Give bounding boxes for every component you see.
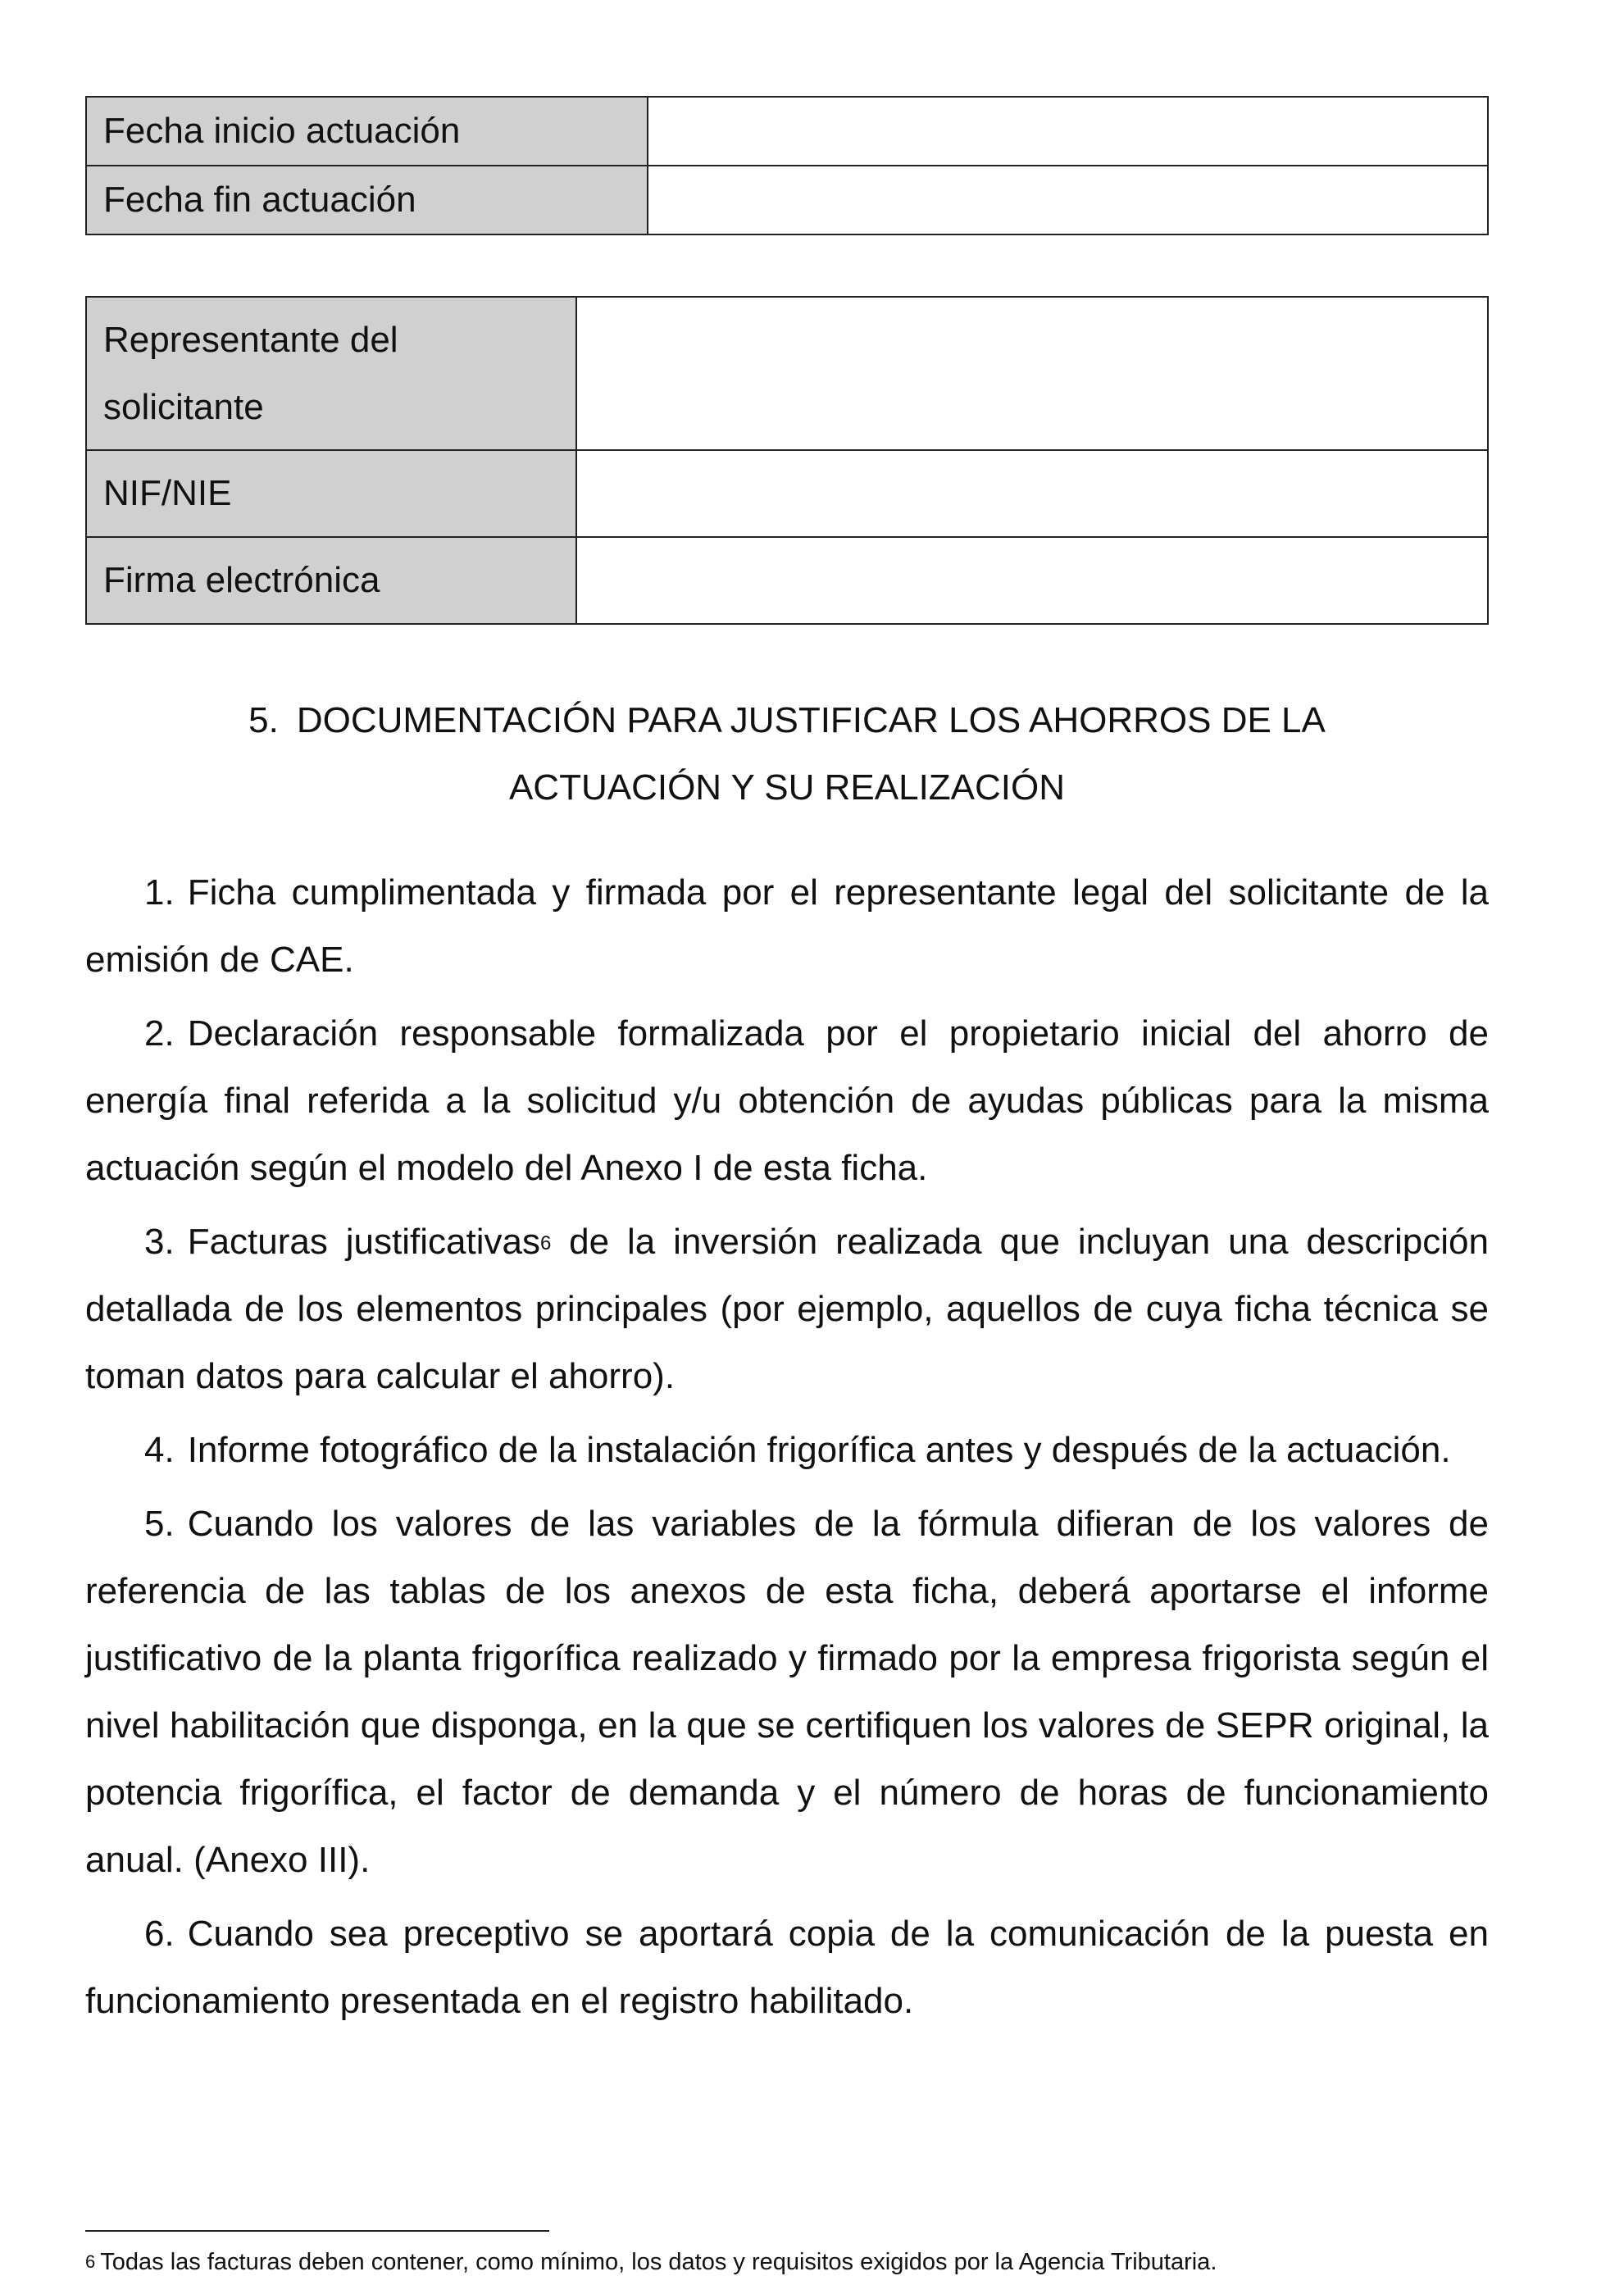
- list-item: [85, 1000, 1489, 1202]
- list-item: [85, 1491, 1489, 1894]
- footnote-number: 6: [85, 2251, 96, 2272]
- signature-field[interactable]: [576, 537, 1488, 624]
- signature-label: Firma electrónica: [86, 537, 576, 624]
- nif-row: [86, 450, 1488, 537]
- footnote: [85, 2248, 1217, 2276]
- representative-field[interactable]: [576, 297, 1488, 450]
- list-item-text: Cuando sea preceptivo se aportará copia de la comunicación de la puesta en funcionamiento presentada en el registro habilitado.: [85, 1914, 1489, 2021]
- section-title-line-1: DOCUMENTACIÓN PARA JUSTIFICAR LOS AHORROS DE LA: [296, 700, 1326, 740]
- start-date-label: Fecha inicio actuación: [86, 97, 648, 166]
- representative-row: [86, 297, 1488, 450]
- representative-label: Representante del solicitante: [86, 297, 576, 450]
- list-item: [85, 859, 1489, 994]
- footnote-text: Todas las facturas deben contener, como mínimo, los datos y requisitos exigidos por la Agencia Tributaria.: [100, 2249, 1217, 2275]
- documentation-list: [85, 859, 1489, 2042]
- list-item-text: Informe fotográfico de la instalación frigorífica antes y después de la actuación.: [187, 1430, 1451, 1470]
- dates-table: [85, 96, 1489, 235]
- section-heading: [85, 687, 1489, 822]
- list-item-text: Ficha cumplimentada y firmada por el representante legal del solicitante de la emisión de CAE.: [85, 872, 1489, 980]
- footnote-reference[interactable]: 6: [539, 1232, 552, 1254]
- end-date-field[interactable]: [648, 166, 1488, 234]
- footnote-divider: [85, 2230, 549, 2232]
- start-date-row: [86, 97, 1488, 166]
- nif-field[interactable]: [576, 450, 1488, 537]
- list-item-text-after: de la inversión realizada que incluyan una descripción detallada de los elementos principales (por ejemplo, aquellos de cuya ficha técnica se toman datos para calcular el ahorro).: [85, 1222, 1489, 1396]
- section-number: 5.: [248, 700, 279, 740]
- nif-label: NIF/NIE: [86, 450, 576, 537]
- representative-table: [85, 296, 1489, 625]
- signature-row: [86, 537, 1488, 624]
- list-item-text: Declaración responsable formalizada por el propietario inicial del ahorro de energía final referida a la solicitud y/u obtención de ayudas públicas para la misma actuación según el modelo del Anexo I de esta ficha.: [85, 1013, 1489, 1188]
- list-item-number: 5.: [144, 1504, 175, 1544]
- list-item-number: 6.: [144, 1914, 175, 1954]
- start-date-field[interactable]: [648, 97, 1488, 166]
- list-item-text-before: Facturas justificativas: [187, 1222, 540, 1262]
- list-item-text: Cuando los valores de las variables de la fórmula difieran de los valores de referencia de las tablas de los anexos de esta ficha, deberá aportarse el informe justificativo de la planta frigorífica realizado y firmado por la empresa frigorista según el nivel habilitación que disponga, en la que se certifiquen los valores de SEPR original, la potencia frigorífica, el factor de demanda y el número de horas de funcionamiento anual. (Anexo III).: [85, 1504, 1489, 1880]
- list-item-number: 2.: [144, 1013, 175, 1054]
- end-date-row: [86, 166, 1488, 234]
- list-item-number: 3.: [144, 1222, 175, 1262]
- list-item: [85, 1209, 1489, 1410]
- section-heading-line-1: [85, 687, 1489, 754]
- list-item-number: 4.: [144, 1430, 175, 1470]
- section-title-line-2: ACTUACIÓN Y SU REALIZACIÓN: [508, 767, 1066, 808]
- list-item-number: 1.: [144, 872, 175, 913]
- end-date-label: Fecha fin actuación: [86, 166, 648, 234]
- list-item: [85, 1900, 1489, 2035]
- list-item: [85, 1417, 1489, 1484]
